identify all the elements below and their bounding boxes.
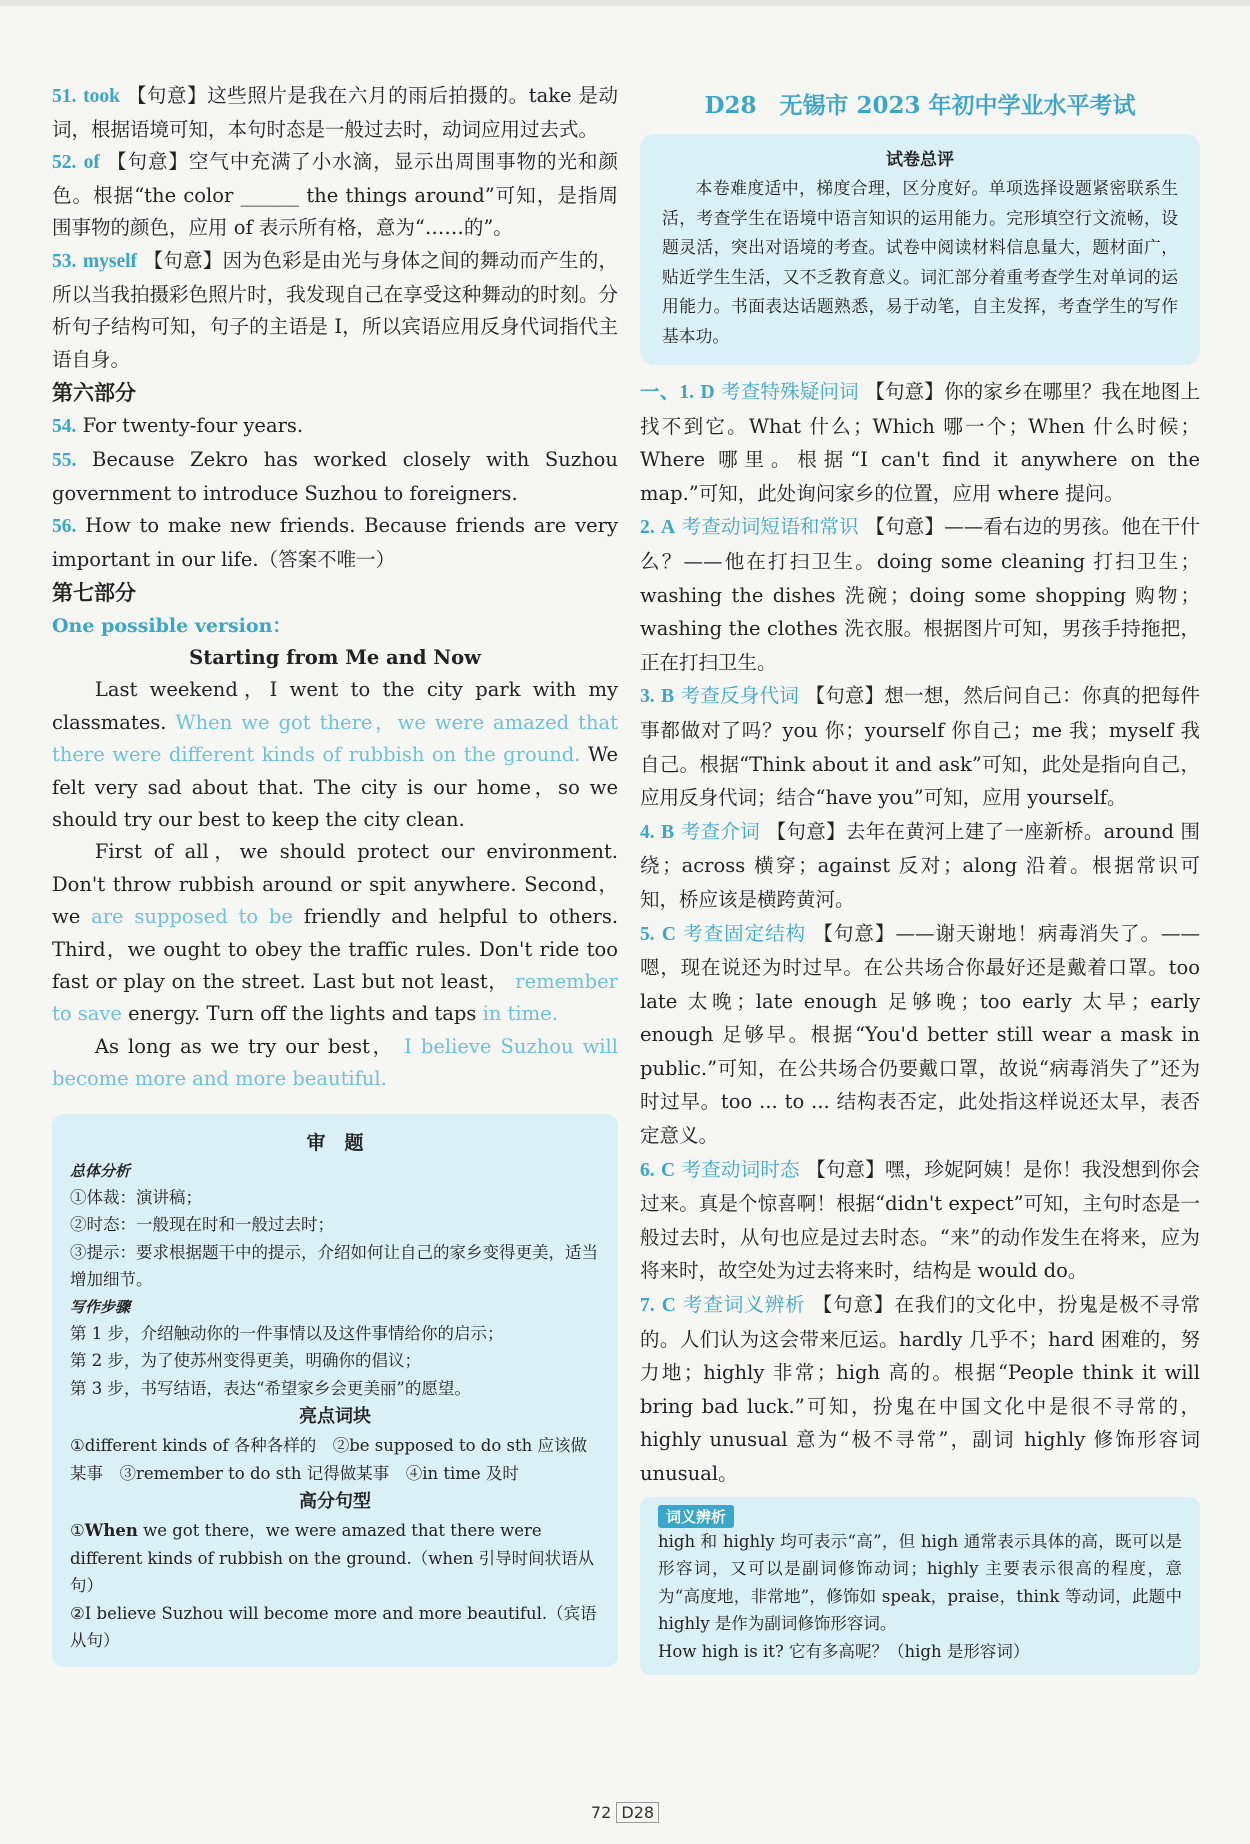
essay-text: As long as we try our best， — [94, 1034, 396, 1058]
explanation: 【句意】因为色彩是由光与身体之间的舞动而产生的，所以当我拍摄彩色照片时，我发现自己在享受这种舞动的时刻。分析句子结构可知，句子的主语是 I，所以宾语应用反身代词指代主语自身。 — [52, 248, 618, 371]
question-number: 55. — [52, 449, 77, 471]
answer-letter: C — [661, 923, 676, 945]
knowledge-point: 考查介词 — [680, 819, 761, 843]
answer-54 — [52, 410, 618, 444]
answer-letter: C — [661, 1295, 676, 1317]
page-number: 72 — [590, 1803, 612, 1822]
answer-letter: A — [661, 517, 676, 539]
vocab-example: How high is it? 它有多高呢？（high 是形容词） — [658, 1641, 1030, 1661]
answer-7 — [640, 1288, 1200, 1491]
explanation: 【句意】想一想，然后问自己：你真的把每件事都做对了吗？you 你；yourself 你自己；me 我；myself 我自己。根据“Think about it and ask”可知，此处是指向自己，应用反身代词；结合“have you”可知，应用 yourself。 — [640, 684, 1201, 810]
review-box-title: 审 题 — [306, 1131, 364, 1154]
essay-paragraph-2 — [52, 836, 618, 1030]
answer-text: How to make new friends. Because friends are very important in our life.（答案不唯一） — [52, 514, 618, 571]
answer-word: myself — [82, 250, 138, 272]
answer-letter: B — [661, 821, 675, 843]
answer-5 — [640, 917, 1200, 1153]
answer-55 — [52, 444, 618, 510]
sentence-index: ① — [70, 1521, 85, 1541]
answer-letter: C — [661, 1159, 676, 1181]
answer-word: of — [83, 152, 100, 174]
explanation: 【句意】——谢天谢地！病毒消失了。——嗯，现在说还为时过早。在公共场合你最好还是戴着口罩。too late 太晚；late enough 足够晚；too early 太早；early enough 足够早。根据“You'd better still wear a mask in public.”可知，在公共场合仍要戴口罩，故说“病毒消失了”还为时过早。too ... to ... 结构表否定，此处指这样说还太早，表否定意义。 — [640, 921, 1201, 1148]
explanation: 【句意】这些照片是我在六月的雨后拍摄的。take 是动词，根据语境可知，本句时态是一般过去时，动词应用过去式。 — [52, 84, 618, 141]
top-border — [0, 0, 1250, 6]
phrase-line: ①different kinds of 各种各样的 ②be supposed to do sth 应该做某事 ③remember to do sth 记得做某事 ④in time 及时 — [70, 1436, 588, 1483]
analysis-line: ②时态：一般现在时和一般过去时； — [70, 1215, 334, 1235]
essay-text: friendly and helpful to others. Third，we ought to obey the traffic rules. Don't ride too fast or play on the street. Last but not least， — [52, 905, 619, 993]
review-box — [52, 1114, 618, 1667]
analysis-line: ①体裁：演讲稿； — [70, 1187, 202, 1207]
section-code: D28 — [616, 1802, 659, 1823]
essay-paragraph-3 — [52, 1031, 618, 1096]
page-footer — [0, 1803, 1250, 1822]
explanation: 【句意】去年在黄河上建了一座新桥。around 围绕；across 横穿；against 反对；along 沿着。根据常识可知，桥应该是横跨黄河。 — [640, 819, 1200, 911]
knowledge-point: 考查词义辨析 — [683, 1293, 806, 1317]
sentence-line: ②I believe Suzhou will become more and more beautiful.（宾语从句） — [70, 1603, 597, 1651]
high-score-sentences-label: 高分句型 — [299, 1491, 371, 1513]
question-number: 51. — [52, 86, 77, 107]
analysis-line: ③提示：要求根据题干中的提示，介绍如何让自己的家乡变得更美，适当增加细节。 — [70, 1242, 598, 1290]
answer-56 — [52, 510, 618, 576]
question-number: 5. — [640, 923, 655, 945]
knowledge-point: 考查动词短语和常识 — [681, 515, 859, 539]
answer-word: took — [83, 86, 121, 107]
answer-letter: D — [700, 382, 715, 403]
answer-text: For twenty-four years. — [82, 414, 304, 438]
essay-highlight: in time. — [482, 1002, 558, 1026]
essay-paragraph-1 — [52, 674, 618, 836]
question-number: 2. — [640, 517, 655, 539]
exam-title: D28 无锡市 2023 年初中学业水平考试 — [704, 92, 1136, 119]
question-number: 3. — [640, 686, 655, 708]
essay-highlight: When we got there，we were amazed that there were different kinds of rubbish on the ground. — [52, 710, 618, 767]
answer-text: Because Zekro has worked closely with Suzhou government to introduce Suzhou to foreigners. — [52, 447, 618, 505]
answer-1 — [640, 375, 1200, 510]
essay-text: energy. Turn off the lights and taps — [128, 1002, 477, 1026]
explanation: 【句意】你的家乡在哪里？我在地图上找不到它。What 什么；Which 哪一个；When 什么时候；Where 哪里。根据“I can't find it anywhere on the map.”可知，此处询问家乡的位置，应用 where 提问。 — [640, 380, 1200, 505]
step-line: 第 2 步，为了使苏州变得更美，明确你的倡议； — [70, 1351, 421, 1371]
knowledge-point: 考查特殊疑问词 — [720, 380, 859, 403]
answer-letter: B — [661, 686, 675, 708]
knowledge-point: 考查固定结构 — [683, 921, 807, 945]
answer-6 — [640, 1153, 1200, 1288]
vocab-analysis-box — [640, 1497, 1200, 1676]
question-number: 54. — [52, 416, 77, 438]
question-number: 52. — [52, 152, 77, 174]
right-column — [640, 86, 1200, 1675]
vocab-analysis-label: 词义辨析 — [658, 1505, 734, 1528]
sentence-text: we got there，we were amazed that there were different kinds of rubbish on the ground.（when 引导时间状语从句） — [70, 1521, 595, 1596]
explanation: 【句意】——看右边的男孩。他在干什么？——他在打扫卫生。doing some cleaning 打扫卫生；washing the dishes 洗碗；doing some shopping 购物；washing the clothes 洗衣服。根据图片可知，男孩手持拖把，正在打扫卫生。 — [640, 515, 1201, 674]
step-line: 第 1 步，介绍触动你的一件事情以及这件事情给你的启示； — [70, 1323, 504, 1343]
summary-text: 本卷难度适中，梯度合理，区分度好。单项选择设题紧密联系生活，考查学生在语境中语言知识的运用能力。完形填空行文流畅，设题灵活，突出对语境的考查。试卷中阅读材料信息量大，题材面广，贴近学生生活，又不乏教育意义。词汇部分着重考查学生对单词的运用能力。书面表达话题熟悉，易于动笔，自主发挥，考查学生的写作基本功。 — [662, 178, 1178, 346]
answer-53 — [52, 245, 618, 376]
highlight-phrases-label: 亮点词块 — [299, 1406, 371, 1428]
version-label: One possible version： — [52, 615, 292, 638]
essay-highlight: are supposed to be — [91, 905, 293, 929]
writing-steps-label: 写作步骤 — [70, 1297, 131, 1316]
explanation: 【句意】在我们的文化中，扮鬼是极不寻常的。人们认为这会带来厄运。hardly 几乎不；hard 困难的，努力地；highly 非常；high 高的。根据“People think it will bring bad luck.”可知，扮鬼在中国文化中是很不寻常的，highly unusual 意为“极不寻常”，副词 highly 修饰形容词 unusual。 — [640, 1293, 1200, 1485]
essay-highlight: remember to save — [52, 969, 618, 1026]
essay-title: Starting from Me and Now — [189, 646, 481, 670]
step-line: 第 3 步，书写结语，表达“希望家乡会更美丽”的愿望。 — [70, 1378, 471, 1398]
summary-box — [640, 134, 1200, 365]
question-number: 一、1. — [640, 382, 695, 403]
question-number: 4. — [640, 821, 655, 843]
essay-text: Last weekend，I went to the city park with my classmates. — [52, 678, 618, 734]
answer-3 — [640, 679, 1200, 814]
section-heading-part7: 第七部分 — [52, 581, 136, 606]
knowledge-point: 考查动词时态 — [681, 1157, 800, 1181]
knowledge-point: 考查反身代词 — [680, 684, 799, 708]
question-number: 56. — [52, 516, 77, 538]
sentence-keyword: When — [84, 1521, 138, 1541]
explanation: 【句意】空气中充满了小水滴，显示出周围事物的光和颜色。根据“the color ______ the things around”可知，是指周围事物的颜色，应用 of 表示所有格，意为“……的”。 — [52, 150, 618, 240]
summary-title: 试卷总评 — [886, 150, 954, 170]
essay-highlight: I believe Suzhou will become more and more beautiful. — [52, 1034, 619, 1091]
vocab-line: high 和 highly 均可表示“高”，但 high 通常表示具体的高，既可以是形容词，又可以是副词修饰动词；highly 主要表示很高的程度，意为“高度地，非常地”，修饰如 speak，praise，think 等动词，此题中 highly 是作为副词修饰形容词。 — [658, 1531, 1182, 1634]
left-column — [52, 80, 618, 1667]
question-number: 6. — [640, 1159, 655, 1181]
essay-text: First of all，we should protect our environment. Don't throw rubbish around or spit anywhere. Second，we — [52, 840, 618, 929]
question-number: 7. — [640, 1295, 655, 1317]
essay-text: We felt very sad about that. The city is our home，so we should try our best to keep the city clean. — [52, 743, 618, 831]
explanation: 【句意】嘿，珍妮阿姨！是你！我没想到你会过来。真是个惊喜啊！根据“didn't expect”可知，主句时态是一般过去时，从句也应是过去时态。“来”的动作发生在将来，应为将来时，故空处为过去将来时，结构是 would do。 — [640, 1157, 1200, 1283]
question-number: 53. — [52, 250, 77, 272]
section-heading-part6: 第六部分 — [52, 381, 136, 406]
overall-analysis-label: 总体分析 — [70, 1161, 131, 1180]
answer-52 — [52, 146, 618, 245]
answer-4 — [640, 815, 1200, 917]
sentence-line — [70, 1517, 600, 1600]
answer-51 — [52, 80, 618, 146]
answer-2 — [640, 510, 1200, 679]
